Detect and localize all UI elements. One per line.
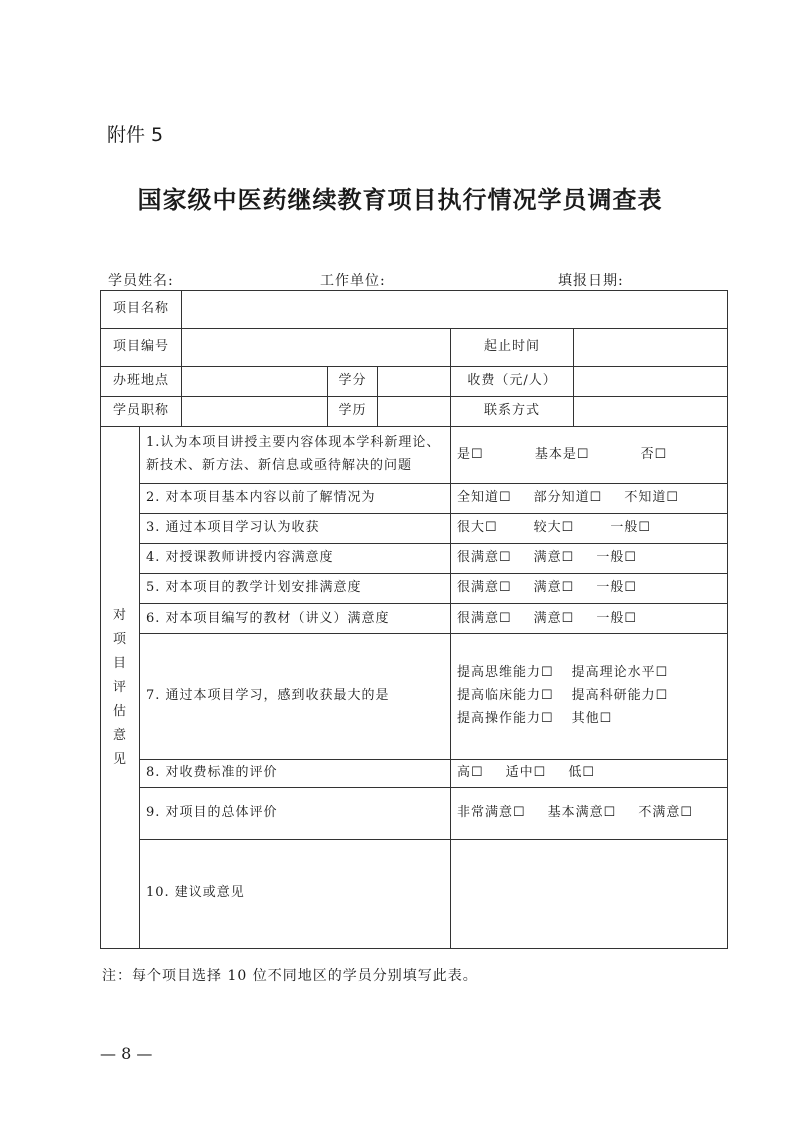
question-text: 4. 对授课教师讲授内容满意度 [140, 544, 451, 574]
option-checkbox[interactable]: 很满意☐ [457, 580, 512, 596]
fill-date-label: 填报日期: [558, 273, 624, 289]
question-row [101, 787, 728, 839]
option-checkbox[interactable]: 高☐ [457, 764, 484, 780]
evaluation-section-label [101, 427, 140, 949]
option-checkbox[interactable]: 基本是☐ [534, 446, 590, 462]
survey-form [100, 290, 727, 949]
question-options [451, 544, 728, 574]
option-checkbox[interactable]: 满意☐ [533, 580, 575, 596]
option-checkbox[interactable]: 一般☐ [596, 610, 637, 626]
option-checkbox[interactable]: 基本满意☐ [547, 804, 617, 820]
attachment-label: 附件 5 [107, 124, 164, 146]
option-checkbox[interactable]: 很满意☐ [457, 550, 512, 566]
page-number: — 8 — [100, 1044, 153, 1063]
question-text: 1.认为本项目讲授主要内容体现本学科新理论、新技术、新方法、新信息或亟待解决的问题 [140, 427, 451, 484]
credit-field[interactable] [378, 367, 451, 397]
option-checkbox[interactable]: 提高操作能力☐ [457, 710, 554, 726]
period-field[interactable] [574, 329, 728, 367]
eval-char: 意 [112, 727, 127, 743]
work-unit-label: 工作单位: [320, 273, 386, 289]
project-no-field[interactable] [182, 329, 451, 367]
question-text: 3. 通过本项目学习认为收获 [140, 514, 451, 544]
project-name-row [101, 291, 728, 329]
question-options [451, 574, 728, 604]
contact-label: 联系方式 [451, 397, 574, 427]
question-row [101, 574, 728, 604]
option-checkbox[interactable]: 全知道☐ [457, 490, 512, 506]
education-label: 学历 [328, 397, 378, 427]
title-rank-field[interactable] [182, 397, 328, 427]
question-text: 7. 通过本项目学习，感到收获最大的是 [140, 634, 451, 759]
question-row [101, 604, 728, 634]
question-text: 9. 对项目的总体评价 [140, 787, 451, 839]
fee-field[interactable] [574, 367, 728, 397]
option-checkbox[interactable]: 很大☐ [457, 520, 498, 536]
question-options [451, 484, 728, 514]
option-checkbox[interactable]: 是☐ [457, 446, 484, 462]
question-row [101, 427, 728, 484]
question-options [451, 787, 728, 839]
option-checkbox[interactable]: 其他☐ [571, 710, 613, 726]
option-checkbox[interactable]: 非常满意☐ [457, 804, 526, 820]
eval-char: 目 [112, 655, 127, 671]
option-checkbox[interactable]: 较大☐ [533, 520, 575, 536]
footnote: 注：每个项目选择 10 位不同地区的学员分别填写此表。 [102, 968, 478, 984]
eval-char: 见 [112, 751, 127, 767]
option-checkbox[interactable]: 提高思维能力☐ [457, 665, 554, 681]
eval-char: 估 [112, 703, 127, 719]
option-checkbox[interactable]: 部分知道☐ [533, 490, 603, 506]
question-text: 10. 建议或意见 [140, 839, 451, 948]
credit-label: 学分 [328, 367, 378, 397]
question-row [101, 484, 728, 514]
question-row [101, 839, 728, 948]
question-row [101, 759, 728, 787]
title-rank-label: 学员职称 [101, 397, 182, 427]
period-label: 起止时间 [451, 329, 574, 367]
question-options [451, 604, 728, 634]
option-checkbox[interactable]: 一般☐ [596, 550, 637, 566]
project-no-row [101, 329, 728, 367]
option-checkbox[interactable]: 一般☐ [596, 580, 637, 596]
question-row [101, 514, 728, 544]
question-options [451, 759, 728, 787]
option-checkbox[interactable]: 提高临床能力☐ [457, 688, 554, 704]
question-row [101, 544, 728, 574]
title-rank-row [101, 397, 728, 427]
venue-label: 办班地点 [101, 367, 182, 397]
option-checkbox[interactable]: 不知道☐ [624, 490, 679, 506]
suggestion-field[interactable] [451, 839, 728, 948]
question-options [451, 427, 728, 484]
fee-label: 收费（元/人） [451, 367, 574, 397]
contact-field[interactable] [574, 397, 728, 427]
question-text: 8. 对收费标准的评价 [140, 759, 451, 787]
question-options [451, 514, 728, 544]
eval-char: 项 [112, 631, 127, 647]
option-checkbox[interactable]: 提高理论水平☐ [571, 665, 669, 681]
option-checkbox[interactable]: 提高科研能力☐ [571, 688, 669, 704]
option-checkbox[interactable]: 很满意☐ [457, 610, 512, 626]
option-checkbox[interactable]: 适中☐ [505, 764, 547, 780]
question-options [451, 634, 728, 759]
venue-row [101, 367, 728, 397]
project-name-field[interactable] [182, 291, 728, 329]
option-checkbox[interactable]: 满意☐ [533, 610, 575, 626]
option-checkbox[interactable]: 满意☐ [533, 550, 575, 566]
form-title: 国家级中医药继续教育项目执行情况学员调查表 [137, 185, 663, 214]
question-text: 2. 对本项目基本内容以前了解情况为 [140, 484, 451, 514]
project-no-label: 项目编号 [101, 329, 182, 367]
project-name-label: 项目名称 [101, 291, 182, 329]
eval-char: 评 [112, 679, 127, 695]
option-checkbox[interactable]: 否☐ [640, 446, 668, 462]
option-checkbox[interactable]: 低☐ [568, 764, 595, 780]
education-field[interactable] [378, 397, 451, 427]
question-text: 6. 对本项目编写的教材（讲义）满意度 [140, 604, 451, 634]
survey-table [100, 290, 728, 949]
option-checkbox[interactable]: 一般☐ [610, 520, 651, 536]
question-text: 5. 对本项目的教学计划安排满意度 [140, 574, 451, 604]
student-name-label: 学员姓名: [108, 273, 174, 289]
venue-field[interactable] [182, 367, 328, 397]
question-row [101, 634, 728, 759]
option-checkbox[interactable]: 不满意☐ [638, 804, 693, 820]
eval-char: 对 [112, 607, 127, 623]
